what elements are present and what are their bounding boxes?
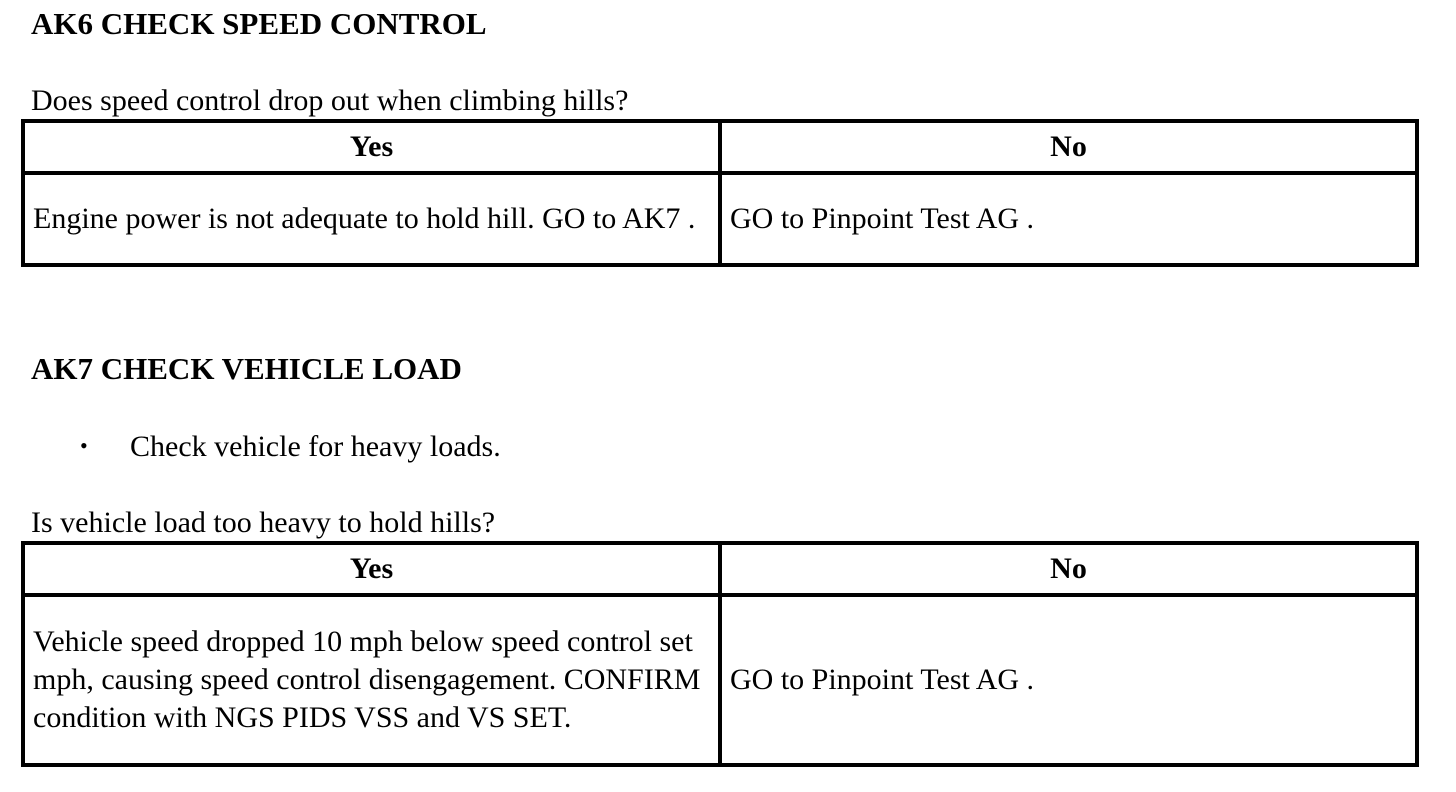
ak6-yes-action: Engine power is not adequate to hold hill. GO to AK7 . [23,173,720,265]
ak7-question: Is vehicle load too heavy to hold hills? [31,506,496,539]
ak6-header-yes: Yes [23,121,720,173]
ak6-heading: AK6 CHECK SPEED CONTROL [31,6,487,41]
ak7-header-no: No [720,543,1417,595]
ak7-heading: AK7 CHECK VEHICLE LOAD [31,351,462,386]
ak7-decision-table [21,541,1419,767]
ak7-yes-action: Vehicle speed dropped 10 mph below speed control set mph, causing speed control disengagement. CONFIRM condition with NGS PIDS VSS and VS SET. [23,595,720,765]
ak7-bullet-list [80,427,501,466]
ak6-question: Does speed control drop out when climbing hills? [31,84,629,117]
ak7-bullet-item [80,427,501,466]
ak7-header-yes: Yes [23,543,720,595]
ak6-table-header-row [23,121,1417,173]
ak7-table-row [23,595,1417,765]
ak6-header-no: No [720,121,1417,173]
bullet-icon: • [80,433,88,458]
ak7-bullet-text: Check vehicle for heavy loads. [130,430,501,463]
ak6-decision-table [21,119,1419,267]
ak6-table-row [23,173,1417,265]
ak7-table-header-row [23,543,1417,595]
ak6-no-action: GO to Pinpoint Test AG . [720,173,1417,265]
ak7-no-action: GO to Pinpoint Test AG . [720,595,1417,765]
